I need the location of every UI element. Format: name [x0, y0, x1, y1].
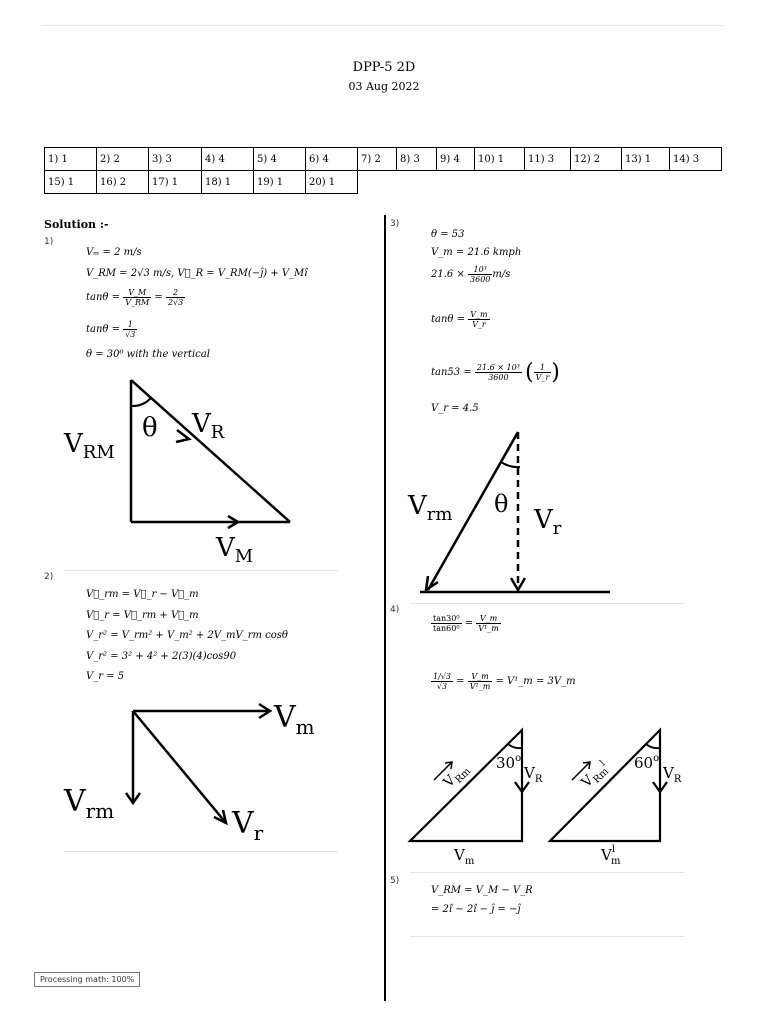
text: = [151, 292, 166, 303]
denominator: √3 [125, 330, 136, 339]
answer-cell: 18) 1 [202, 171, 254, 194]
vr-label: $V_r$ [534, 505, 562, 539]
section-divider [410, 603, 684, 604]
denominator: V¹_m [478, 624, 499, 633]
vrm-label-a: $V_{Rm}$ [440, 765, 474, 791]
fraction [534, 363, 552, 382]
text: tan53 = [431, 367, 475, 378]
fraction [475, 363, 522, 382]
answer-cell: 15) 1 [45, 171, 97, 194]
answer-cell: 6) 4 [306, 148, 358, 171]
answer-cell: 11) 3 [525, 148, 571, 171]
answer-cell: 20) 1 [306, 171, 358, 194]
question-number: 4) [390, 605, 400, 615]
denominator: V_r [535, 373, 550, 382]
answer-cell: 9) 4 [437, 148, 475, 171]
vm-label: $V_m$ [274, 700, 315, 739]
numerator: 2 [166, 288, 185, 298]
vr-label-b: $V_R$ [663, 764, 682, 785]
angle-30-label: 30$^o$ [496, 753, 522, 772]
fraction [468, 310, 489, 329]
q1-line4 [86, 320, 137, 339]
paren-open: ( [525, 360, 534, 385]
table-row [45, 171, 722, 194]
denominator: V_RM [125, 298, 150, 307]
empty-cell [358, 171, 722, 194]
vrm-label: $V_{rm}$ [408, 491, 453, 525]
vr-label: $V_r$ [232, 806, 264, 845]
q1-line5: θ = 30⁰ with the vertical [86, 349, 210, 360]
denominator: √3 [436, 682, 448, 691]
answer-cell: 12) 2 [571, 148, 622, 171]
answer-cell: 19) 1 [254, 171, 306, 194]
section-divider [64, 851, 338, 852]
q2-line3: V_r² = V_rm² + V_m² + 2V_mV_rm cosθ [86, 630, 288, 641]
top-divider [42, 25, 724, 26]
vm-label-b: $V^l$ m [601, 844, 621, 867]
section-divider [410, 872, 684, 873]
vr-label-a: $V_R$ [524, 764, 543, 785]
denominator: 3600 [488, 373, 509, 382]
q1-line2: V_RM = 2√3 m/s, V⃗_R = V_RM(−ĵ) + V_Mî [86, 268, 308, 279]
fraction [476, 614, 501, 633]
numerator: V_M [123, 288, 151, 298]
q2-line2: V⃗_r = V⃗_rm + V⃗_m [86, 610, 199, 621]
q5-line1: V_RM = V_M − V_R [431, 885, 533, 896]
q4-line2 [431, 672, 576, 691]
q2-line1: V⃗_rm = V⃗_r − V⃗_m [86, 589, 199, 600]
answer-cell: 10) 1 [475, 148, 525, 171]
table-row [45, 148, 722, 171]
answer-cell: 1) 1 [45, 148, 97, 171]
denominator: V¹_m [469, 682, 491, 691]
numerator: 21.6 × 10³ [476, 363, 520, 372]
vrm-label: $V_{rm}$ [64, 784, 115, 823]
theta-label: θ [494, 490, 509, 518]
fraction [468, 672, 493, 691]
answer-cell: 4) 4 [202, 148, 254, 171]
q2-line5: V_r = 5 [86, 671, 125, 682]
paren-close: ) [551, 360, 560, 385]
fraction [431, 614, 462, 633]
answer-key-table [44, 147, 722, 194]
theta-label: θ [142, 413, 158, 443]
answer-cell: 5) 4 [254, 148, 306, 171]
q4-triangles-diagram [404, 720, 694, 870]
q5-line2: = 2î − 2î − ĵ = −ĵ [431, 904, 521, 915]
denominator: tan60⁰ [433, 624, 460, 633]
q3-line5 [431, 360, 560, 385]
fraction [468, 265, 492, 284]
denominator: V_r [472, 320, 486, 329]
page-date: 03 Aug 2022 [348, 80, 420, 93]
q3-line6: V_r = 4.5 [431, 403, 479, 414]
q3-triangle-diagram [400, 420, 640, 600]
answer-cell: 8) 3 [397, 148, 437, 171]
q3-line2: V_m = 21.6 kmph [431, 247, 522, 258]
text: 21.6 × [431, 269, 469, 280]
q2-vector-diagram [60, 695, 340, 855]
numerator: 1 [534, 363, 552, 373]
q1-line1: Vₘ = 2 m/s [86, 247, 142, 258]
answer-cell: 14) 3 [670, 148, 722, 171]
text: m/s [492, 269, 511, 280]
q2-line4: V_r² = 3² + 4² + 2(3)(4)cos90 [86, 651, 237, 662]
fraction [431, 672, 453, 691]
q1-line3 [86, 288, 185, 307]
fraction [166, 288, 185, 307]
fraction [123, 320, 137, 339]
answer-cell: 17) 1 [149, 171, 202, 194]
answer-cell: 3) 3 [149, 148, 202, 171]
vrm-label: $V_{RM}$ [64, 429, 115, 463]
q3-line1: θ = 53 [431, 229, 465, 240]
denominator: 2√3 [167, 298, 184, 307]
text: = [452, 676, 468, 687]
question-number: 1) [44, 237, 54, 247]
text: tanθ = [86, 324, 124, 335]
question-number: 2) [44, 572, 54, 582]
angle-60-label: 60$^o$ [634, 753, 660, 772]
q3-line3 [431, 265, 510, 284]
vr-label: $V_R$ [192, 409, 225, 443]
answer-cell: 13) 1 [622, 148, 670, 171]
section-divider [64, 570, 338, 571]
answer-cell: 7) 2 [358, 148, 397, 171]
answer-cell: 2) 2 [97, 148, 149, 171]
text: = V¹_m = 3V_m [492, 676, 576, 687]
q1-triangle-diagram [60, 370, 310, 570]
numerator: 1 [123, 320, 137, 330]
numerator: V_m [468, 672, 493, 682]
question-number: 3) [390, 219, 400, 229]
answer-cell: 16) 2 [97, 171, 149, 194]
text: tanθ = [86, 292, 124, 303]
numerator: V_m [476, 614, 501, 624]
solution-heading: Solution :- [44, 218, 109, 231]
processing-status-badge: Processing math: 100% [34, 972, 140, 987]
numerator: 10³ [468, 265, 492, 275]
column-divider [384, 215, 386, 1001]
text: tanθ = [431, 314, 469, 325]
page-title: DPP-5 2D [352, 60, 416, 75]
denominator: 3600 [470, 275, 491, 284]
numerator: V_m [470, 310, 488, 319]
vrm-label-b: $V_{Rm}^l$ [578, 758, 612, 791]
vm-label-a: $V_m$ [454, 846, 475, 867]
question-number: 5) [390, 876, 400, 886]
text: = [461, 618, 477, 629]
numerator: tan30⁰ [433, 614, 460, 623]
q3-line4 [431, 310, 490, 329]
vm-label: $V_M$ [216, 533, 254, 567]
fraction [123, 288, 151, 307]
numerator: 1/√3 [433, 672, 451, 681]
q4-line1 [431, 614, 501, 633]
section-divider [410, 936, 684, 937]
